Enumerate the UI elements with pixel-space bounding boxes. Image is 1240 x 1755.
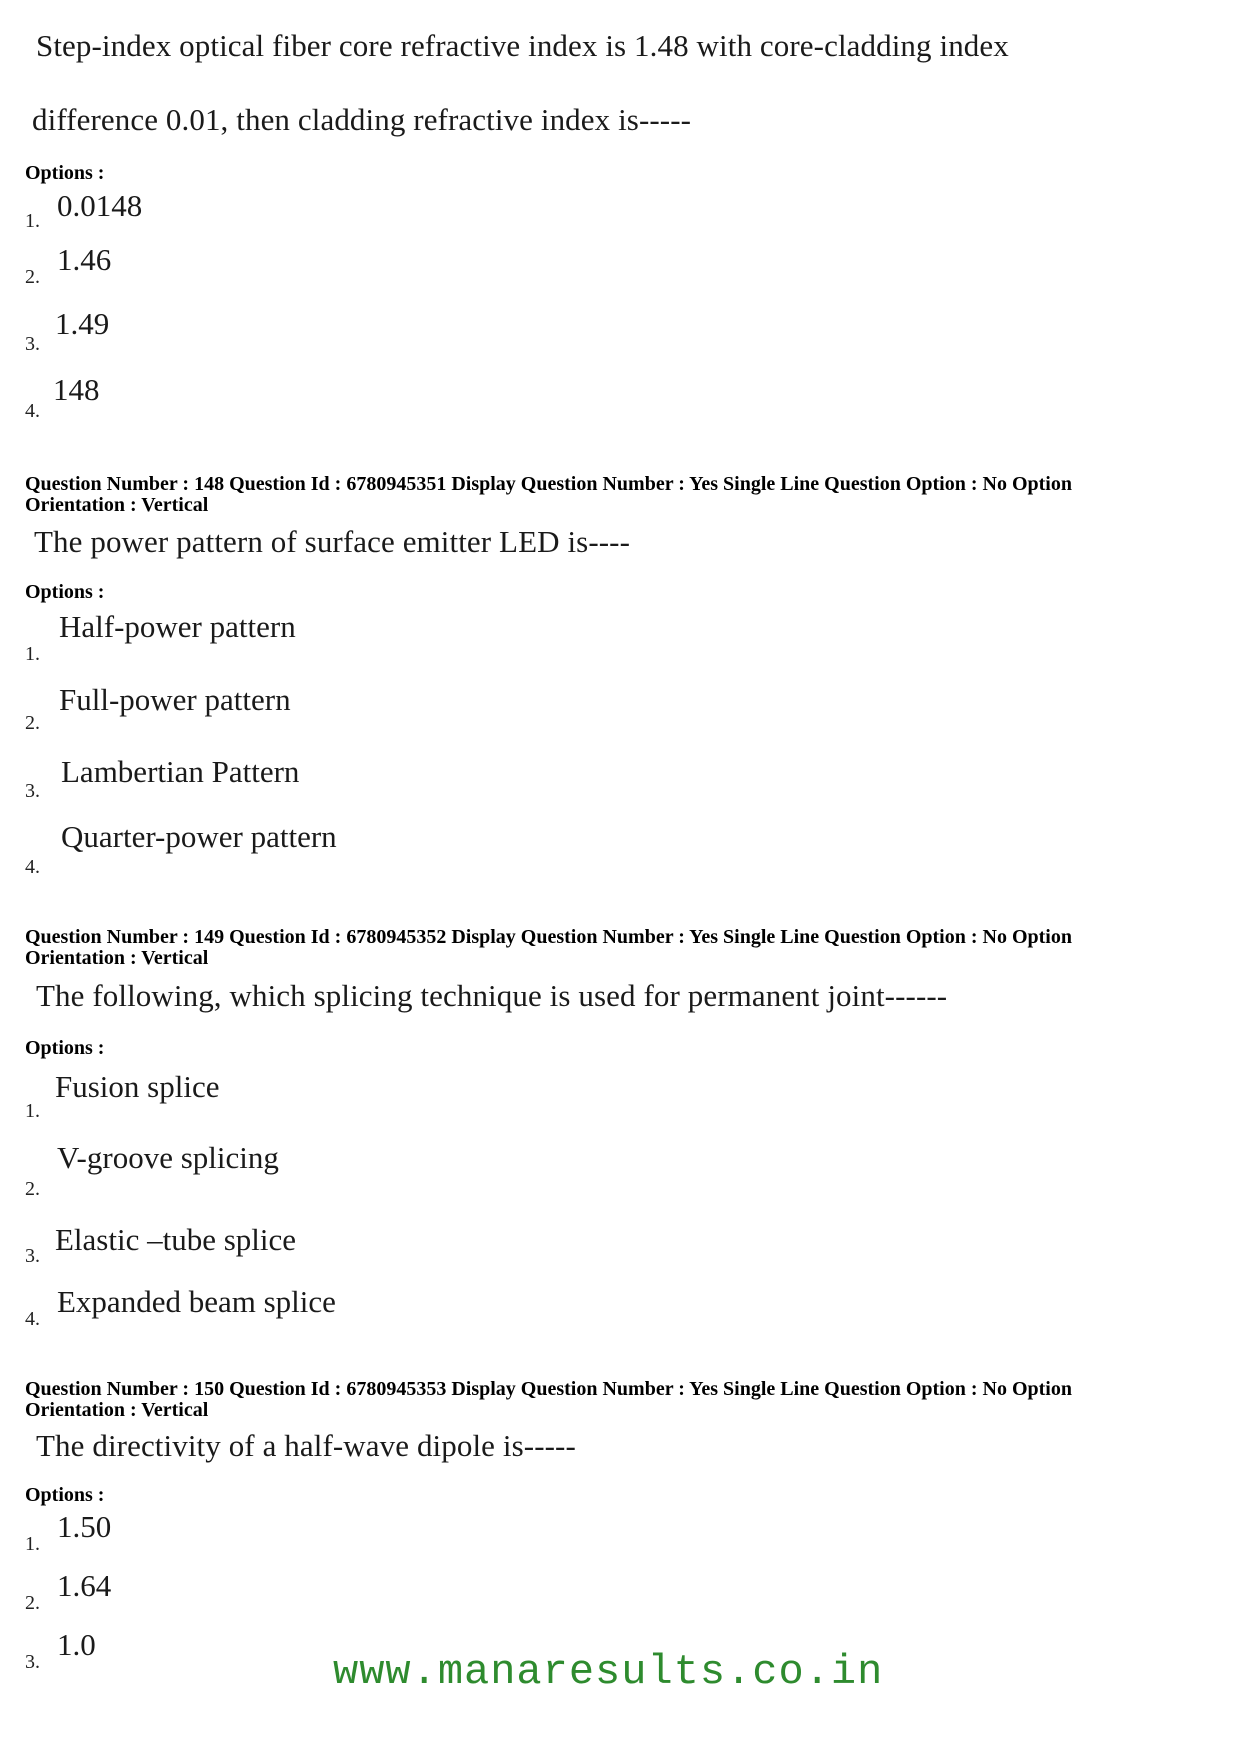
q150-meta-line2: Orientation : Vertical [25,1399,209,1421]
q150-option-3-text: 1.0 [57,1627,96,1662]
q149-option-3-text: Elastic –tube splice [55,1222,297,1257]
q149-option-1-number: 1. [25,1100,40,1122]
q149-meta-line2: Orientation : Vertical [25,947,209,969]
q150-option-2-text: 1.64 [57,1568,112,1603]
q147-option-1-text: 0.0148 [57,188,143,223]
site-watermark: www.manaresults.co.in [333,1648,884,1696]
q148-option-1-text: Half-power pattern [59,609,296,644]
q150-question-text: The directivity of a half-wave dipole is----- [36,1428,576,1463]
q148-meta-line1: Question Number : 148 Question Id : 6780945351 Display Question Number : Yes Single Line Question Option : No Option [25,473,1072,495]
q150-option-1-number: 1. [25,1533,40,1555]
q148-option-2-number: 2. [25,712,40,734]
q149-option-2-text: V-groove splicing [57,1140,279,1175]
q149-meta-line1: Question Number : 149 Question Id : 6780945352 Display Question Number : Yes Single Line Question Option : No Option [25,926,1072,948]
q147-text-line2: difference 0.01, then cladding refractive index is----- [32,102,692,137]
q147-option-4-number: 4. [25,400,40,422]
q147-options-label: Options : [25,162,105,184]
q147-option-4-text: 148 [53,372,100,407]
q147-option-3-number: 3. [25,333,40,355]
q149-option-4-number: 4. [25,1308,40,1330]
q150-meta-line1: Question Number : 150 Question Id : 6780945353 Display Question Number : Yes Single Line Question Option : No Option [25,1378,1072,1400]
q148-option-2-text: Full-power pattern [59,682,291,717]
q150-options-label: Options : [25,1484,105,1506]
q147-text-line1: Step-index optical fiber core refractive index is 1.48 with core-cladding index [36,28,1009,63]
q147-option-2-text: 1.46 [57,242,112,277]
q147-option-1-number: 1. [25,210,40,232]
q148-option-1-number: 1. [25,643,40,665]
q150-option-3-number: 3. [25,1651,40,1673]
q149-option-2-number: 2. [25,1178,40,1200]
q149-options-label: Options : [25,1037,105,1059]
q150-option-1-text: 1.50 [57,1509,112,1544]
q148-question-text: The power pattern of surface emitter LED is---- [34,524,631,559]
q147-option-3-text: 1.49 [55,306,110,341]
q150-option-2-number: 2. [25,1592,40,1614]
q149-question-text: The following, which splicing technique is used for permanent joint------ [36,978,948,1013]
q148-option-4-text: Quarter-power pattern [61,819,337,854]
q147-option-2-number: 2. [25,266,40,288]
q149-option-1-text: Fusion splice [55,1069,220,1104]
q149-option-3-number: 3. [25,1245,40,1267]
q148-meta-line2: Orientation : Vertical [25,494,209,516]
q148-option-3-text: Lambertian Pattern [61,754,300,789]
q149-option-4-text: Expanded beam splice [57,1284,336,1319]
q148-option-3-number: 3. [25,780,40,802]
q148-option-4-number: 4. [25,856,40,878]
q148-options-label: Options : [25,581,105,603]
